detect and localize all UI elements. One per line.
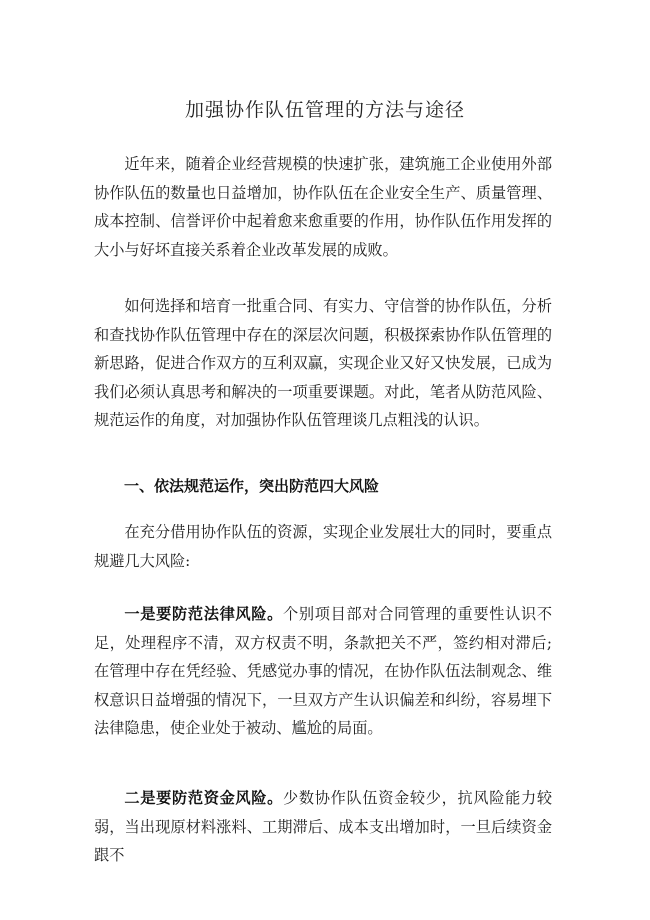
funds-risk-paragraph bbox=[94, 784, 552, 870]
legal-risk-lead: 一是要防范法律风险。 bbox=[124, 605, 284, 623]
legal-risk-paragraph bbox=[94, 600, 552, 743]
legal-risk-text: 个别项目部对合同管理的重要性认识不足，处理程序不清，双方权责不明，条款把关不严，签约相对滞后; 在管理中存在凭经验、凭感觉办事的情况，在协作队伍法制观念、维权意识日益增强的情况下，一旦双方产生认识偏差和纠纷，容易埋下法律隐患，使企业处于被动、尴尬的局面。 bbox=[94, 605, 553, 738]
funds-risk-lead: 二是要防范资金风险。 bbox=[124, 789, 284, 807]
section-heading: 一、依法规范运作，突出防范四大风险 bbox=[124, 477, 380, 495]
purpose-paragraph: 如何选择和培育一批重合同、有实力、守信誉的协作队伍，分析和查找协作队伍管理中存在的深层次问题，积极探索协作队伍管理的新思路，促进合作双方的互利双赢，实现企业又好又快发展，已成为我们必须认真思考和解决的一项重要课题。对此，笔者从防范风险、规范运作的角度，对加强协作队伍管理谈几点粗浅的认识。 bbox=[94, 297, 552, 430]
intro-paragraph: 近年来，随着企业经营规模的快速扩张，建筑施工企业使用外部协作队伍的数量也日益增加，协作队伍在企业安全生产、质量管理、成本控制、信誉评价中起着愈来愈重要的作用，协作队伍作用发挥的大小与好坏直接关系着企业改革发展的成败。 bbox=[94, 155, 552, 259]
document-title: 加强协作队伍管理的方法与途径 bbox=[184, 99, 465, 121]
funds-risk-text: 少数协作队伍资金较少，抗风险能力较弱，当出现原材料涨料、工期滞后、成本支出增加时，一旦后续资金跟不 bbox=[94, 789, 553, 865]
section-intro-paragraph: 在充分借用协作队伍的资源，实现企业发展壮大的同时，要重点规避几大风险: bbox=[94, 523, 552, 570]
